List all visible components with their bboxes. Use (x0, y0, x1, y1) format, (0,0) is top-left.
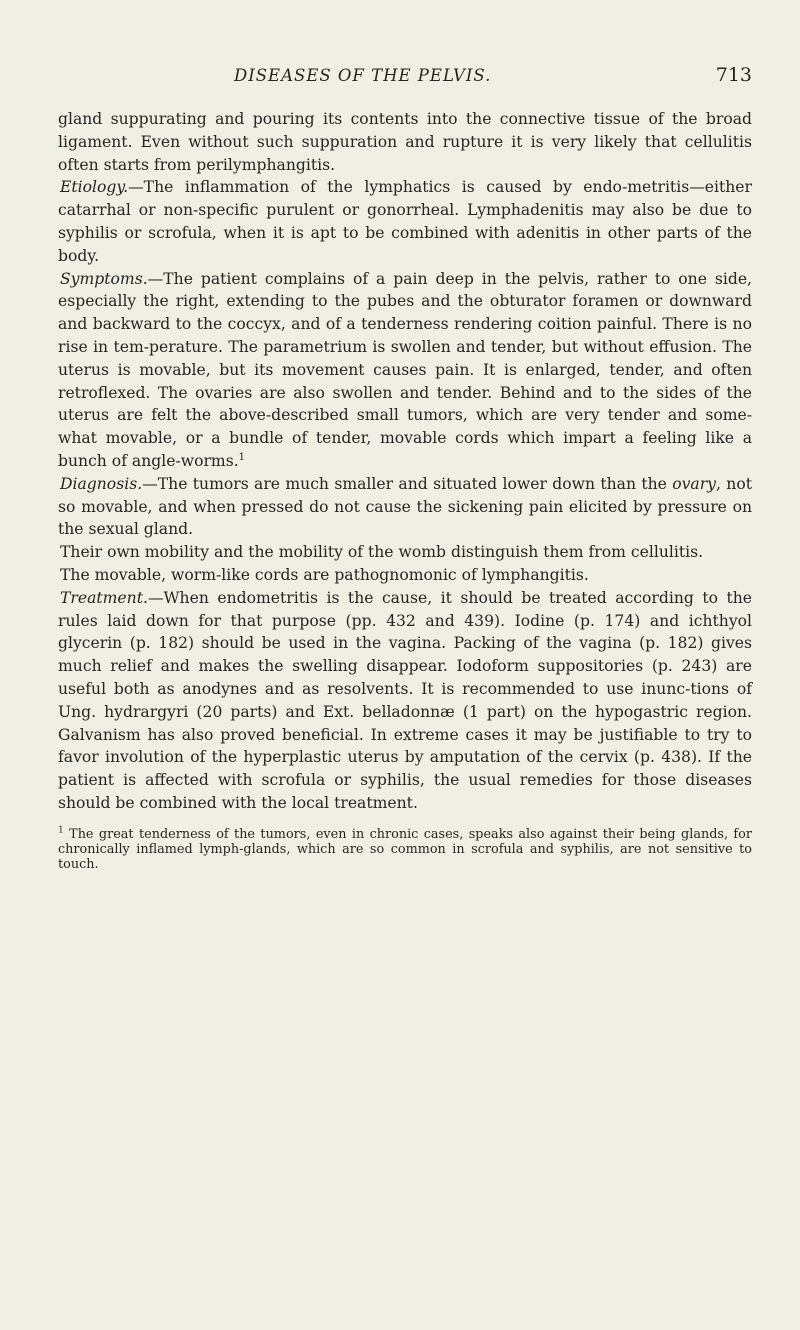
etiology-heading: Etiology. (60, 178, 129, 197)
treatment-text: —When endometritis is the cause, it should be treated according to the rules laid down for that purpose (pp. 432 and 439). Iodine (p. 174) and ichthyol glycerin (p. 182) should be used in the vagina. Packing of the vagina (p. 182) gives much relief and makes the swelling disappear. Iodoform suppositories (p. 243) are useful both as anodynes and as resolvents. It is recommended to use inunc-tions of Ung. hydrargyri (20 parts) and Ext. belladonnæ (1 part) on the hypogastric region. Galvanism has also proved beneficial. In extreme cases it may be justifiable to try to favor involution of the hyperplastic uterus by amputation of the cervix (p. 438). If the patient is affected with scrofula or syphilis, the usual remedies for those diseases should be combined with the local treatment. (58, 588, 752, 812)
book-page (58, 66, 752, 872)
diagnosis-text-1: —The tumors are much smaller and situated lower down than the (142, 474, 673, 493)
mobility-text: Their own mobility and the mobility of the womb distinguish them from cellulitis. (60, 543, 704, 562)
diagnosis-heading: Diagnosis. (60, 474, 143, 493)
paragraph-etiology (58, 176, 752, 267)
symptoms-heading: Symptoms. (60, 269, 148, 288)
paragraph-symptoms (58, 268, 752, 473)
etiology-text: —The inflammation of the lymphatics is caused by endo-metritis—either catarrhal or non-specific purulent or gonorrheal. Lymphadenitis may also be due to syphilis or scrofula, when it is apt to be combined with adenitis in other parts of the body. (58, 178, 752, 265)
paragraph-treatment (58, 587, 752, 815)
paragraph-mobility (58, 541, 752, 564)
body-text (58, 108, 752, 815)
running-head (58, 66, 752, 108)
footnote-text: The great tenderness of the tumors, even in chronic cases, speaks also against their being glands, for chronically inflamed lymph-glands, which are so common in scrofula and syphilis, are not sensitive to touch. (58, 826, 752, 872)
treatment-heading: Treatment. (60, 588, 148, 607)
page-number: 713 (715, 64, 752, 86)
footnote-mark: 1 (58, 825, 64, 836)
paragraph-cords (58, 564, 752, 587)
paragraph-intro (58, 108, 752, 176)
footnote-reference: 1 (238, 451, 246, 463)
cords-text: The movable, worm-like cords are pathognomonic of lymphangitis. (60, 565, 589, 584)
running-title: DISEASES OF THE PELVIS. (234, 66, 492, 85)
paragraph-diagnosis (58, 473, 752, 541)
symptoms-text: —The patient complains of a pain deep in the pelvis, rather to one side, especially the right, extending to the pubes and the obturator foramen or downward and backward to the coccyx, and of a tenderness rendering coition painful. There is no rise in tem-perature. The parametrium is swollen and tender, but without effusion. The uterus is movable, but its movement causes pain. It is enlarged, tender, and often retroflexed. The ovaries are also swollen and tender. Behind and to the sides of the uterus are felt the above-described small tumors, which are very tender and some-what movable, or a bundle of tender, movable cords which impart a feeling like a bunch of angle-worms. (58, 269, 752, 470)
diagnosis-ovary-term: ovary (672, 474, 716, 493)
diagnosis-text-2: , not so movable, and when pressed do not cause the sickening pain elicited by pressure on the sexual gland. (58, 474, 752, 539)
footnote (58, 827, 752, 872)
paragraph-intro-text: gland suppurating and pouring its contents into the connective tissue of the broad ligament. Even without such suppuration and rupture it is very likely that cellulitis often starts from perilymphangitis. (58, 110, 752, 174)
